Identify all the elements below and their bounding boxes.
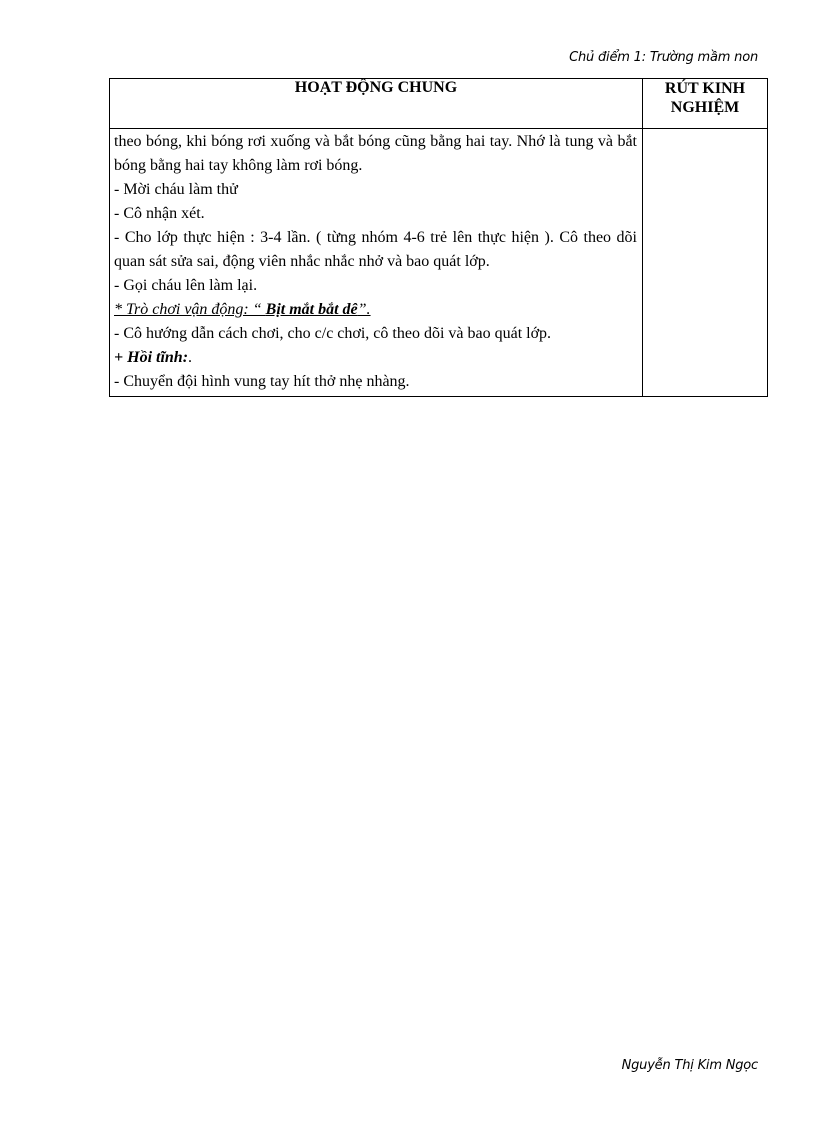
page-footer-author: Nguyễn Thị Kim Ngọc [621, 1058, 758, 1073]
activity-line: - Cô nhận xét. [114, 205, 205, 222]
activity-line: - Cô hướng dẫn cách chơi, cho c/c chơi, cô theo dõi và bao quát lớp. [114, 325, 552, 342]
game-suffix: ”. [357, 301, 371, 318]
col-notes-title-line1: RÚT KINH [664, 80, 746, 97]
activity-line: - Cho lớp thực hiện : 3-4 lần. ( từng nhóm 4-6 trẻ lên thực hiện ). Cô theo dõi quan sát sửa sai, động viên nhắc nhắc nhở và bao quát lớp. [114, 229, 637, 270]
table-body-row [110, 129, 768, 397]
col-main-title: HOẠT ĐỘNG CHUNG [110, 79, 643, 129]
table-header-row [110, 79, 768, 129]
lesson-table [109, 78, 768, 397]
activity-line: - Mời cháu làm thử [114, 181, 238, 198]
cooldown-suffix: . [188, 349, 193, 366]
game-prefix: * Trò chơi vận động: “ [114, 301, 266, 318]
activity-line: theo bóng, khi bóng rơi xuống và bắt bóng cũng bằng hai tay. Nhớ là tung và bắt bóng bằng hai tay không làm rơi bóng. [114, 133, 637, 174]
cooldown-heading [114, 346, 637, 370]
col-notes-title [643, 79, 768, 129]
page-header-topic: Chủ điểm 1: Trường mầm non [569, 50, 758, 65]
game-heading [114, 298, 637, 322]
game-heading-text [114, 301, 371, 318]
col-notes-title-line2: NGHIỆM [670, 99, 740, 116]
activity-cell [110, 129, 643, 397]
notes-cell [643, 129, 768, 397]
cooldown-label: + Hồi tĩnh: [114, 349, 189, 366]
game-name: Bịt mắt bắt dê [265, 301, 358, 318]
activity-line: - Gọi cháu lên làm lại. [114, 277, 258, 294]
activity-line: - Chuyển đội hình vung tay hít thở nhẹ nhàng. [114, 373, 410, 390]
